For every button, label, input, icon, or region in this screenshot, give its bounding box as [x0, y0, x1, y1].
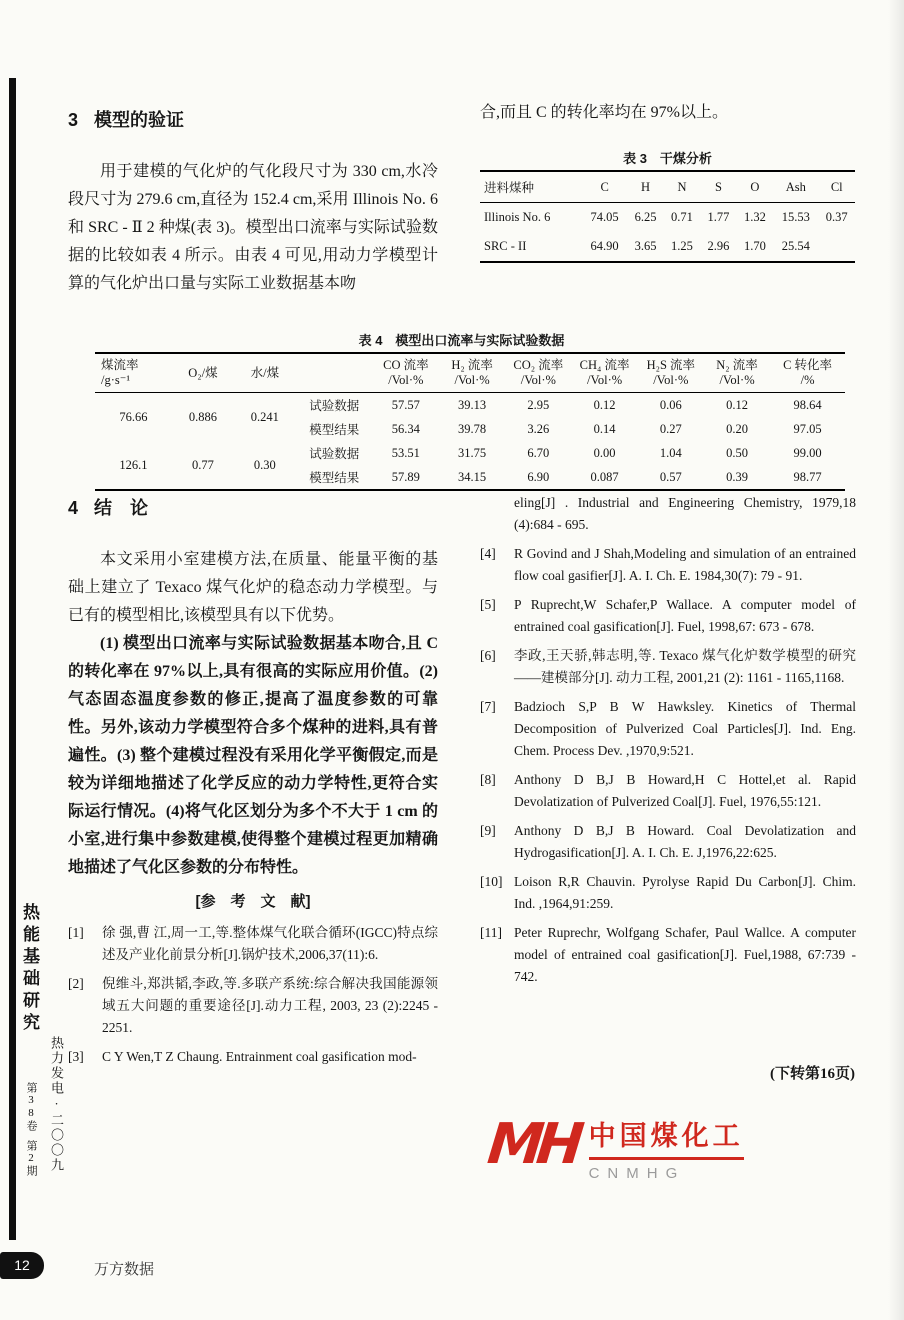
- cell: Illinois No. 6: [484, 210, 551, 224]
- reference-text: Peter Ruprechr, Wolfgang Schafer, Paul Wallce. A computer model of entrained coal gasification[J]. Fuel,1988, 67:739 - 742.: [514, 925, 856, 984]
- cell: 57.57: [391, 397, 420, 412]
- table4-caption: 表 4 模型出口流率与实际试验数据: [358, 333, 565, 348]
- reference-text: R Govind and J Shah,Modeling and simulation of an entrained flow coal gasifier[J]. A. I. Ch. E. 1984,30(7): 79 - 91.: [514, 546, 856, 583]
- cell: 0.14: [593, 421, 616, 436]
- header-cell: CO 流率 /Vol·%: [373, 353, 439, 393]
- cell: 模型结果: [309, 423, 360, 437]
- cell: 1.70: [743, 239, 766, 253]
- reference-text: eling[J] . Industrial and Engineering Chemistry, 1979,18 (4):684 - 695.: [514, 495, 856, 532]
- cell: 1.04: [659, 445, 682, 460]
- logo-underline: [589, 1157, 744, 1160]
- header-cell: C 转化率 /%: [770, 353, 845, 393]
- reference-item: [480, 543, 856, 587]
- cell: 15.53: [781, 210, 810, 224]
- cell: 74.05: [590, 210, 619, 224]
- cell: 56.34: [391, 421, 420, 436]
- cell: 6.25: [634, 210, 657, 224]
- cell: 98.64: [793, 397, 822, 412]
- reference-item: [480, 645, 856, 689]
- reference-text: Anthony D B,J B Howard,H C Hottel,et al. Rapid Devolatization of Pulverized Coal[J]. Fuel, 1976,55:121.: [514, 772, 856, 809]
- header-cell: O₂/煤: [172, 353, 234, 393]
- header-cell: N: [664, 171, 700, 203]
- cell: 0.71: [671, 210, 693, 224]
- cell: 34.15: [458, 469, 487, 484]
- section-3-heading: [68, 106, 184, 132]
- reference-item: [480, 871, 856, 915]
- section-3-paragraph: 用于建模的气化炉的气化段尺寸为 330 cm,水冷段尺寸为 279.6 cm,直径为 152.4 cm,采用 Illinois No. 6 和 SRC - Ⅱ 2 种煤(表 3)。模型出口流率与实际试验数据的比较如表 4 所示。由表 4 可见,用动力学模型计算的气化炉出口量与实际工业数据基本吻: [68, 163, 438, 292]
- cell: 0.241: [250, 409, 279, 424]
- table-row: [95, 353, 845, 393]
- cell: [818, 232, 855, 262]
- cell: 57.89: [391, 469, 420, 484]
- reference-text: 徐 强,曹 江,周一工,等.整体煤气化联合循环(IGCC)特点综述及产业化前景分析[J].锅炉技术,2006,37(11):6.: [102, 925, 438, 962]
- cnmhg-logo-text: [589, 1114, 744, 1182]
- reference-number: [5]: [480, 597, 496, 612]
- reference-item: [480, 769, 856, 813]
- reference-number: [8]: [480, 772, 496, 787]
- header-cell: [296, 353, 373, 393]
- cnmhg-logo-mark: MH: [484, 1112, 581, 1177]
- cell: 0.39: [726, 469, 748, 484]
- table-row: [95, 441, 845, 465]
- section-4-number: 4: [68, 498, 79, 518]
- reference-number: [10]: [480, 874, 503, 889]
- cell: 1.32: [743, 210, 766, 224]
- reference-text: P Ruprecht,W Schafer,P Wallace. A computer model of entrained coal gasification[J]. Fuel, 1998,67: 673 - 678.: [514, 597, 856, 634]
- reference-text: Loison R,R Chauvin. Pyrolyse Rapid Du Carbon[J]. Chim. Ind. ,1964,91:259.: [514, 874, 856, 911]
- reference-number: [4]: [480, 546, 496, 561]
- reference-number: [480, 492, 514, 536]
- header-cell: 进料煤种: [480, 171, 582, 203]
- cell: 6.90: [527, 469, 550, 484]
- sidebar-issue: 第2期: [25, 1140, 37, 1177]
- table4-model-vs-test-data: [95, 352, 845, 491]
- header-cell: CO₂ 流率 /Vol·%: [505, 353, 571, 393]
- table-row: [480, 171, 855, 203]
- header-cell: H₂ 流率 /Vol·%: [439, 353, 505, 393]
- section-3-paragraph-continuation: 合,而且 C 的转化率均在 97%以上。: [480, 104, 729, 121]
- reference-number: [9]: [480, 823, 496, 838]
- cell: 3.26: [527, 421, 550, 436]
- cell: 0.30: [253, 457, 276, 472]
- cell: 1.25: [671, 239, 693, 253]
- cell: 76.66: [119, 409, 148, 424]
- cell: 0.087: [590, 469, 619, 484]
- header-cell: CH₄ 流率 /Vol·%: [571, 353, 637, 393]
- reference-text: 李政,王天骄,韩志明,等. Texaco 煤气化炉数学模型的研究——建模部分[J]. 动力工程, 2001,21 (2): 1161 - 1165,1168.: [514, 648, 856, 685]
- cell: 0.12: [593, 397, 616, 412]
- cell: 31.75: [458, 445, 487, 460]
- reference-item: [68, 922, 438, 966]
- cell: 99.00: [793, 445, 822, 460]
- cell: 1.77: [707, 210, 730, 224]
- cell: 3.65: [634, 239, 657, 253]
- cell: 0.57: [659, 469, 682, 484]
- cell: 0.886: [188, 409, 217, 424]
- reference-number: [1]: [68, 925, 84, 940]
- reference-number: [7]: [480, 699, 496, 714]
- left-edge-bar: [9, 78, 16, 1240]
- section-3-title: 模型的验证: [94, 110, 185, 130]
- header-cell: H₂S 流率 /Vol·%: [638, 353, 704, 393]
- reference-item: [480, 594, 856, 638]
- cell: 25.54: [781, 239, 810, 253]
- cell: 0.00: [593, 445, 616, 460]
- cell: 126.1: [119, 457, 148, 472]
- reference-item: [68, 1046, 438, 1068]
- continued-on-page-note: (下转第16页): [770, 1066, 855, 1082]
- cell: 53.51: [391, 445, 420, 460]
- table3-caption: 表 3 干煤分析: [623, 151, 712, 166]
- cnmhg-logo-english-name: CNMHG: [588, 1165, 686, 1182]
- table-row: [480, 203, 855, 233]
- reference-item: [480, 820, 856, 864]
- cell: 0.37: [825, 210, 848, 224]
- cell: 39.78: [458, 421, 487, 436]
- cell: 2.96: [707, 239, 730, 253]
- section-4-paragraph-2: (1) 模型出口流率与实际试验数据基本吻合,且 C 的转化率在 97%以上,具有很高的实际应用价值。(2)气态固态温度参数的修正,提高了温度参数的可靠性。另外,该动力学模型符合多个煤种的进料,具有普遍性。(3) 整个建模过程没有采用化学平衡假定,而是较为详细地描述了化学反应的动力学特性,更符合实际运行情况。(4)将气化区划分为多个不大于 1 cm 的小室,进行集中参数建模,使得整个建模过程更加精确地描述了气化区参数的分布特性。: [68, 635, 438, 876]
- wanfang-data-watermark: 万方数据: [94, 1262, 155, 1278]
- reference-text: Badzioch S,P B W Hawksley. Kinetics of Thermal Decomposition of Pulverized Coal Particles[J]. Ind. Eng. Chem. Process Dev. ,1970,9:521.: [514, 699, 856, 758]
- reference-item: [480, 696, 856, 762]
- reference-text: 倪维斗,郑洪韬,李政,等.多联产系统:综合解决我国能源领域五大问题的重要途径[J].动力工程, 2003, 23 (2):2245 - 2251.: [102, 976, 438, 1035]
- header-cell: S: [700, 171, 736, 203]
- table-row: [480, 232, 855, 262]
- cell: 6.70: [527, 445, 550, 460]
- cell: 试验数据: [309, 399, 360, 413]
- cnmhg-logo-chinese-name: 中国煤化工: [588, 1121, 744, 1151]
- cell: 97.05: [793, 421, 822, 436]
- references-heading: [参 考 文 献]: [195, 893, 311, 910]
- reference-number: [2]: [68, 976, 84, 991]
- cell: 64.90: [590, 239, 619, 253]
- header-cell: N₂ 流率 /Vol·%: [704, 353, 770, 393]
- section-4-paragraph-1: 本文采用小室建模方法,在质量、能量平衡的基础上建立了 Texaco 煤气化炉的稳态动力学模型。与已有的模型相比,该模型具有以下优势。: [68, 551, 438, 624]
- cell: 0.77: [191, 457, 214, 472]
- header-cell: H: [627, 171, 663, 203]
- reference-item: [480, 922, 856, 988]
- header-cell: 水/煤: [234, 353, 296, 393]
- header-cell: Ash: [773, 171, 818, 203]
- cell: SRC - II: [484, 239, 527, 253]
- reference-text: C Y Wen,T Z Chaung. Entrainment coal gasification mod-: [102, 1049, 417, 1064]
- page-number-tab: 12: [0, 1252, 44, 1279]
- reference-item: [68, 973, 438, 1039]
- reference-text: Anthony D B,J B Howard. Coal Devolatization and Hydrogasification[J]. A. I. Ch. E. J,1976,22:625.: [514, 823, 856, 860]
- table-row: [95, 393, 845, 418]
- reference-number: [3]: [68, 1049, 84, 1064]
- cnmhg-logo: [484, 1112, 744, 1182]
- cell: 39.13: [458, 397, 487, 412]
- cell: 0.27: [659, 421, 682, 436]
- cell: 0.20: [726, 421, 748, 436]
- section-4-heading: [68, 494, 148, 520]
- table3-dry-coal-analysis: [480, 170, 855, 263]
- sidebar-journal-name: 热力发电·二〇〇九: [49, 1036, 64, 1173]
- cell: 0.50: [726, 445, 748, 460]
- section-3-number: 3: [68, 110, 79, 130]
- header-cell: 煤流率 /g·s⁻¹: [95, 353, 172, 393]
- cell: 0.06: [659, 397, 682, 412]
- cell: 0.12: [726, 397, 748, 412]
- section-4-title: 结 论: [94, 498, 149, 518]
- header-cell: O: [737, 171, 773, 203]
- sidebar-volume: 第38卷: [25, 1082, 37, 1132]
- header-cell: Cl: [818, 171, 855, 203]
- references-left-column: [68, 922, 438, 1075]
- cell: 98.77: [793, 469, 822, 484]
- reference-item: [480, 492, 856, 536]
- cell: 模型结果: [309, 471, 360, 485]
- cell: 2.95: [527, 397, 550, 412]
- sidebar-journal-field: 热能基础研究: [20, 903, 39, 1035]
- cell: 试验数据: [309, 447, 360, 461]
- header-cell: C: [582, 171, 627, 203]
- references-right-column: [480, 492, 856, 995]
- reference-number: [11]: [480, 925, 502, 940]
- reference-number: [6]: [480, 648, 496, 663]
